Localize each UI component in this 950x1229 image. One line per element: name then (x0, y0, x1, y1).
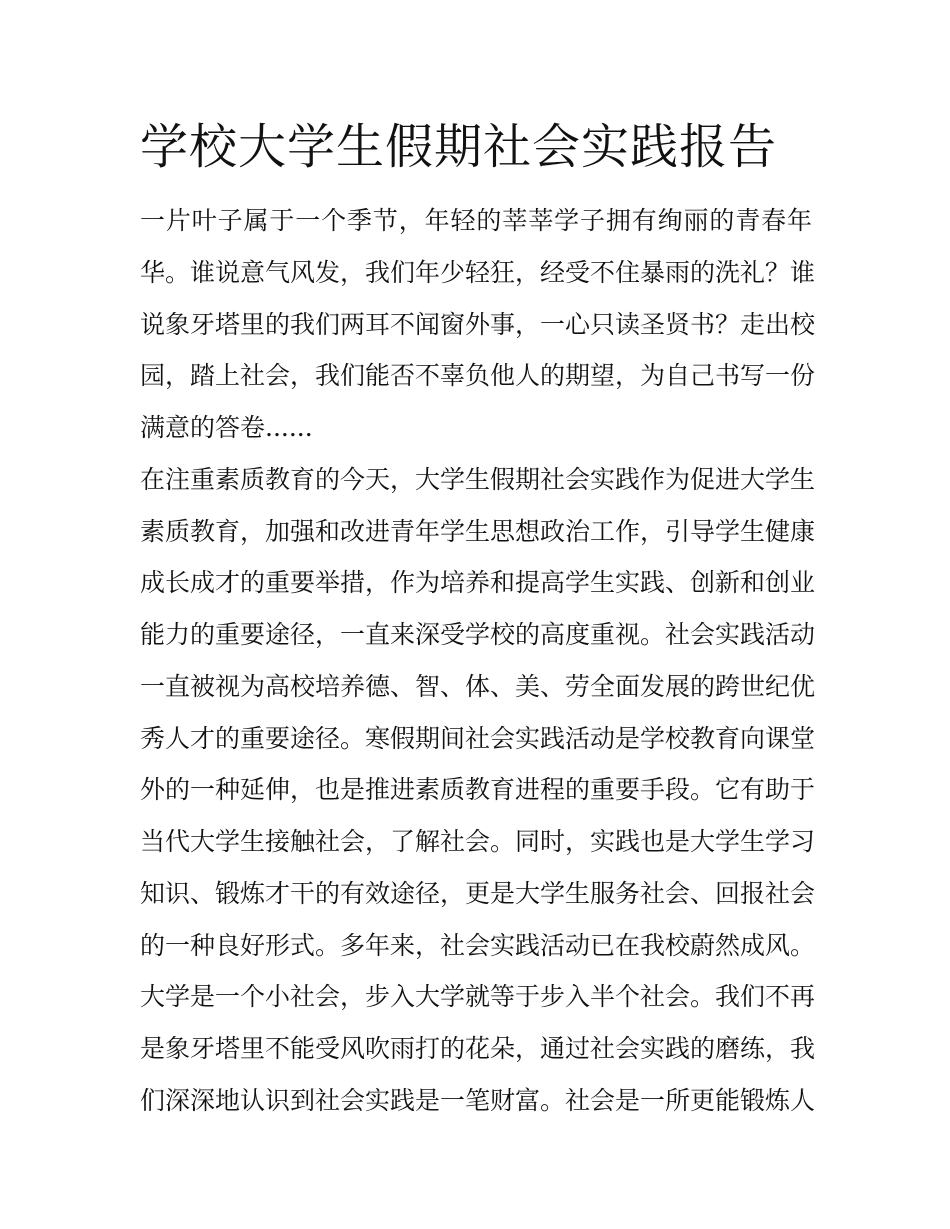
text-line: 是象牙塔里不能受风吹雨打的花朵，通过社会实践的磨练，我 (140, 1034, 816, 1063)
text-line: 满意的答卷...... (140, 413, 313, 442)
text-line: 当代大学生接触社会，了解社会。同时，实践也是大学生学习 (140, 827, 816, 856)
text-line: 园，踏上社会，我们能否不辜负他人的期望，为自己书写一份 (140, 361, 816, 391)
text-line: 大学是一个小社会，步入大学就等于步入半个社会。我们不再 (140, 982, 816, 1012)
paragraph-intro (140, 195, 816, 454)
text-line: 能力的重要途径，一直来深受学校的高度重视。社会实践活动 (140, 620, 816, 649)
text-line: 的一种良好形式。多年来，社会实践活动已在我校蔚然成风。 (140, 930, 816, 960)
text-line: 们深深地认识到社会实践是一笔财富。社会是一所更能锻炼人 (140, 1085, 816, 1115)
text-line: 华。谁说意气风发，我们年少轻狂，经受不住暴雨的洗礼？谁 (140, 257, 816, 287)
paragraph-society (140, 971, 816, 1126)
text-line: 知识、锻炼才干的有效途径，更是大学生服务社会、回报社会 (140, 878, 816, 908)
text-line: 外的一种延伸，也是推进素质教育进程的重要手段。它有助于 (140, 775, 816, 805)
text-line: 在注重素质教育的今天，大学生假期社会实践作为促进大学生 (140, 464, 816, 494)
paragraph-importance (140, 454, 816, 972)
text-line: 成长成才的重要举措，作为培养和提高学生实践、创新和创业 (140, 568, 816, 598)
text-line: 秀人才的重要途径。寒假期间社会实践活动是学校教育向课堂 (140, 723, 816, 753)
page-title: 学校大学生假期社会实践报告 (140, 119, 778, 175)
document-body (140, 195, 816, 1127)
text-line: 一直被视为高校培养德、智、体、美、劳全面发展的跨世纪优 (140, 671, 816, 701)
text-line: 一片叶子属于一个季节，年轻的莘莘学子拥有绚丽的青春年 (140, 206, 812, 235)
text-line: 素质教育，加强和改进青年学生思想政治工作，引导学生健康 (140, 516, 816, 546)
text-line: 说象牙塔里的我们两耳不闻窗外事，一心只读圣贤书？走出校 (140, 309, 816, 339)
